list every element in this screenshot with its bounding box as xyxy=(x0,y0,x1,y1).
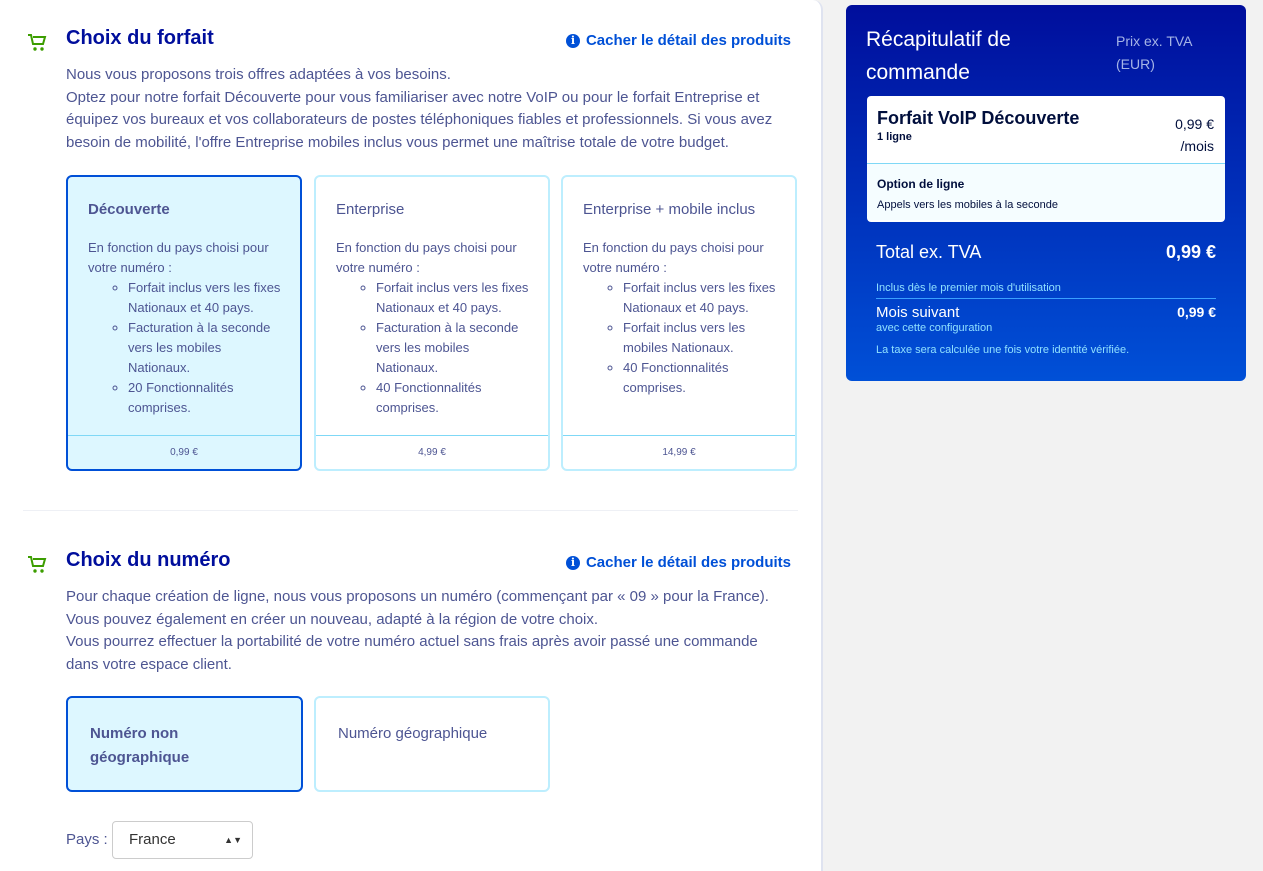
intro-line: Vous pourrez effectuer la portabilité de votre numéro actuel sans frais après avoir passé une commande dans votre espace client. xyxy=(66,633,758,673)
link-label: Cacher le détail des produits xyxy=(585,32,791,49)
price-period: /mois xyxy=(1180,138,1214,154)
feature-item: ◦ 20 Fonctionnalités comprises. xyxy=(128,378,286,418)
tax-note: La taxe sera calculée une fois votre identité vérifiée. xyxy=(876,344,1130,356)
cart-icon xyxy=(26,31,48,53)
feature-item: ◦ Facturation à la seconde vers les mobiles Nationaux. xyxy=(376,318,534,378)
option-value: Appels vers les mobiles à la seconde xyxy=(877,199,1058,211)
next-month-sub: avec cette configuration xyxy=(876,322,993,334)
plan-card[interactable] xyxy=(314,175,550,471)
plan-name: Découverte xyxy=(88,201,170,218)
feature-list xyxy=(128,278,286,418)
select-arrows-icon: ▲▼ xyxy=(224,835,242,845)
hide-details-link[interactable] xyxy=(566,554,791,571)
feature-item: ◦ Forfait inclus vers les mobiles Nationaux. xyxy=(623,318,781,358)
option-label: Numéro géographique xyxy=(338,725,488,742)
country-select[interactable] xyxy=(112,821,253,859)
next-month-value: 0,99 € xyxy=(1177,304,1216,320)
number-intro xyxy=(66,586,786,676)
plan-desc: En fonction du pays choisi pour votre numéro : xyxy=(336,240,517,275)
info-icon: i xyxy=(566,556,580,570)
plan-price: 0,99 € xyxy=(68,435,300,469)
intro-line: Pour chaque création de ligne, nous vous proposons un numéro (commençant par « 09 » pour la France). xyxy=(66,588,769,605)
plan-price: 14,99 € xyxy=(563,435,795,469)
intro-line: Nous vous proposons trois offres adaptées à vos besoins. xyxy=(66,66,451,83)
order-summary xyxy=(846,5,1246,381)
feature-list xyxy=(376,278,534,418)
option-geographic[interactable] xyxy=(314,696,550,792)
section-title: Choix du forfait xyxy=(66,27,214,49)
option-title: Option de ligne xyxy=(877,177,965,191)
section-title: Choix du numéro xyxy=(66,549,231,571)
plan-desc: En fonction du pays choisi pour votre numéro : xyxy=(88,240,269,275)
link-label: Cacher le détail des produits xyxy=(585,554,791,571)
feature-item: ◦ Forfait inclus vers les fixes Nationaux et 40 pays. xyxy=(376,278,534,318)
option-label: Numéro non géographique xyxy=(90,725,190,766)
country-value: France xyxy=(129,831,176,848)
summary-title: Récapitulatif de commande xyxy=(866,28,1011,84)
country-label: Pays : xyxy=(66,831,108,848)
divider xyxy=(23,510,798,511)
total-label: Total ex. TVA xyxy=(876,242,982,262)
plan-section-header xyxy=(26,27,791,57)
divider xyxy=(876,298,1216,299)
plan-name: Enterprise + mobile inclus xyxy=(583,201,756,218)
product-box xyxy=(867,96,1225,222)
price-note: Prix ex. TVA (EUR) xyxy=(1116,33,1192,72)
total-value: 0,99 € xyxy=(1165,242,1216,262)
feature-item: ◦ Facturation à la seconde vers les mobiles Nationaux. xyxy=(128,318,286,378)
plan-desc: En fonction du pays choisi pour votre numéro : xyxy=(583,240,764,275)
feature-item: ◦ Forfait inclus vers les fixes Nationaux et 40 pays. xyxy=(623,278,781,318)
feature-list xyxy=(623,278,781,398)
plan-card[interactable] xyxy=(561,175,797,471)
info-icon: i xyxy=(566,34,580,48)
included-note: Inclus dès le premier mois d'utilisation xyxy=(876,282,1061,294)
number-section-header xyxy=(26,549,791,579)
option-non-geographic[interactable] xyxy=(66,696,303,792)
plan-name: Enterprise xyxy=(336,201,405,218)
line-count: 1 ligne xyxy=(877,131,912,143)
hide-details-link[interactable] xyxy=(566,32,791,49)
plan-intro xyxy=(66,64,786,154)
plan-card[interactable] xyxy=(66,175,302,471)
plan-price: 4,99 € xyxy=(316,435,548,469)
product-name: Forfait VoIP Découverte xyxy=(877,108,1080,128)
feature-item: ◦ 40 Fonctionnalités comprises. xyxy=(376,378,534,418)
intro-line: Optez pour notre forfait Découverte pour vous familiariser avec notre VoIP ou pour le forfait Entreprise et équipez vos bureaux et vos collaborateurs de postes téléphoniques fiables et professionnels. Si vous avez besoin de mobilité, l'offre Entreprise mobiles inclus vous permet une maîtrise totale de votre budget. xyxy=(66,88,773,151)
product-price: 0,99 € xyxy=(1175,116,1214,132)
cart-icon xyxy=(26,553,48,575)
intro-line: Vous pouvez également en créer un nouveau, adapté à la région de votre choix. xyxy=(66,610,599,628)
next-month-label: Mois suivant xyxy=(876,304,960,321)
feature-item: ◦ 40 Fonctionnalités comprises. xyxy=(623,358,781,398)
feature-item: ◦ Forfait inclus vers les fixes Nationaux et 40 pays. xyxy=(128,278,286,318)
